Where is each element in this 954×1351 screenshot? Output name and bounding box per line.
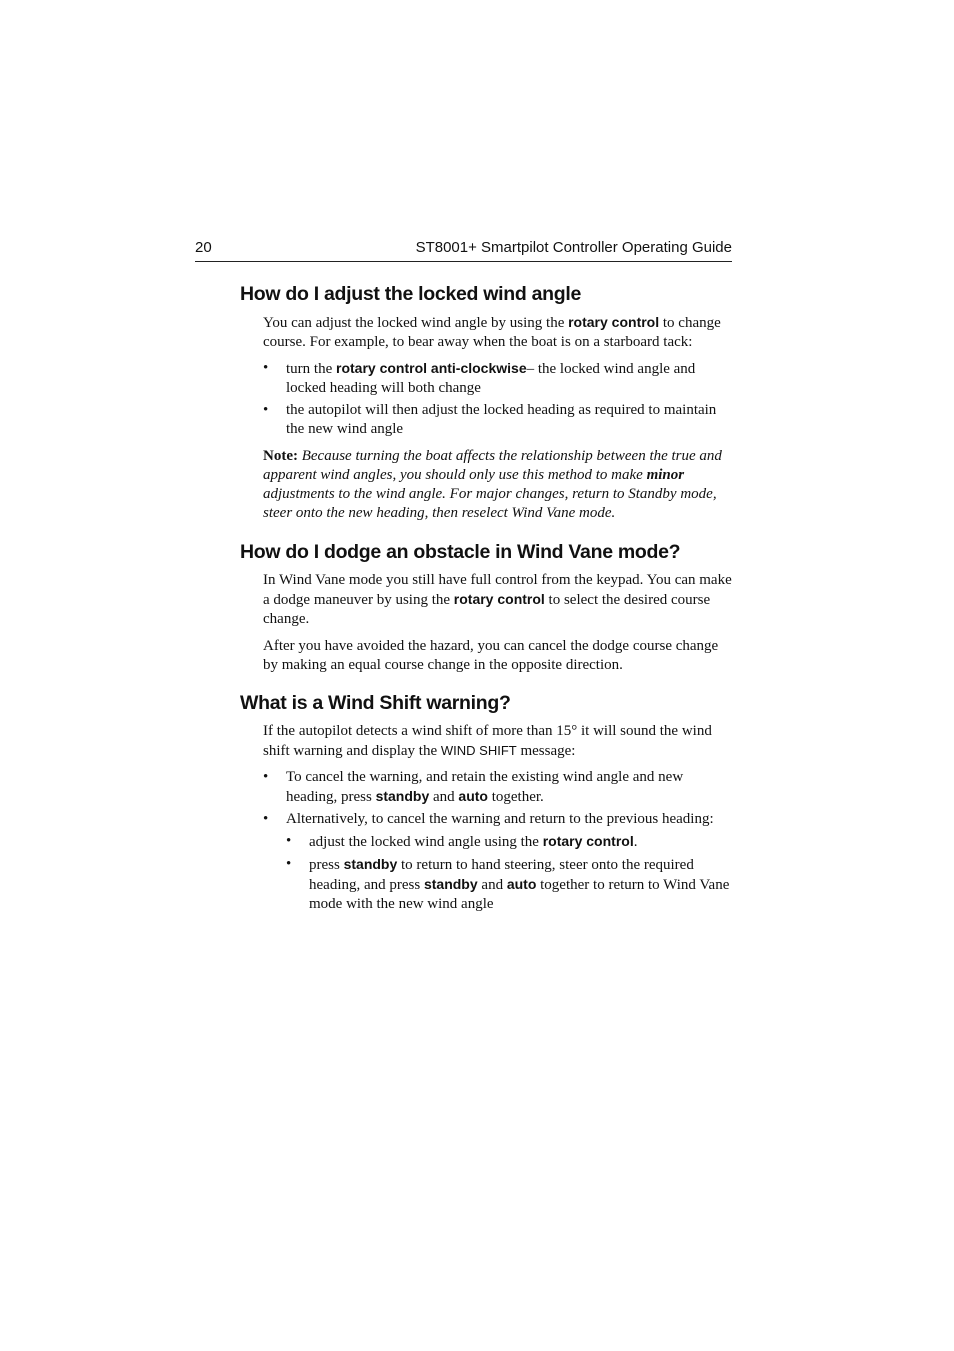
list-item: • turn the rotary control anti-clockwise– the locked wind angle and locked heading will both change <box>263 360 696 396</box>
bullet-icon: • <box>263 811 269 827</box>
paragraph-adjust-intro: You can adjust the locked wind angle by using the rotary control to change course. For example, to bear away when the boat is on a starboard tack: <box>263 314 721 350</box>
bullet-icon: • <box>263 360 269 376</box>
heading-dodge-obstacle: How do I dodge an obstacle in Wind Vane mode? <box>240 541 681 563</box>
sub-list-item: • adjust the locked wind angle using the rotary control. <box>286 833 638 850</box>
bullet-icon: • <box>263 402 269 418</box>
paragraph-wind-shift-intro: If the autopilot detects a wind shift of more than 15° it will sound the wind shift warning and display the WIND SHIFT message: <box>263 723 712 759</box>
note-paragraph: Note: Because turning the boat affects the relationship between the true and apparent wind angles, you should only use this method to make minor adjustments to the wind angle. For major changes, return to Standby mode, steer onto the new heading, then reselect Wind Vane mode. <box>263 448 722 521</box>
bullet-icon: • <box>286 833 292 849</box>
display-message: WIND SHIFT <box>440 743 517 758</box>
heading-adjust-wind-angle: How do I adjust the locked wind angle <box>240 283 582 305</box>
list-item: • Alternatively, to cancel the warning and return to the previous heading: <box>263 811 714 827</box>
bullet-icon: • <box>263 769 269 785</box>
list-item: • To cancel the warning, and retain the existing wind angle and new heading, press standby and auto together. <box>263 769 684 805</box>
running-header <box>195 238 732 262</box>
paragraph-dodge-intro: In Wind Vane mode you still have full control from the keypad. You can make a dodge maneuver by using the rotary control to select the desired course change. <box>263 572 732 627</box>
page-number: 20 <box>195 239 212 256</box>
list-item: • the autopilot will then adjust the locked heading as required to maintain the new wind angle <box>263 402 717 437</box>
paragraph-dodge-cancel: After you have avoided the hazard, you can cancel the dodge course change by making an equal course change in the opposite direction. <box>263 638 719 673</box>
bullet-icon: • <box>286 856 292 872</box>
sub-list-item: • press standby to return to hand steering, steer onto the required heading, and press standby and auto together to return to Wind Vane mode with the new wind angle <box>286 856 730 912</box>
running-title: ST8001+ Smartpilot Controller Operating Guide <box>415 239 732 256</box>
heading-wind-shift-warning: What is a Wind Shift warning? <box>240 692 511 714</box>
